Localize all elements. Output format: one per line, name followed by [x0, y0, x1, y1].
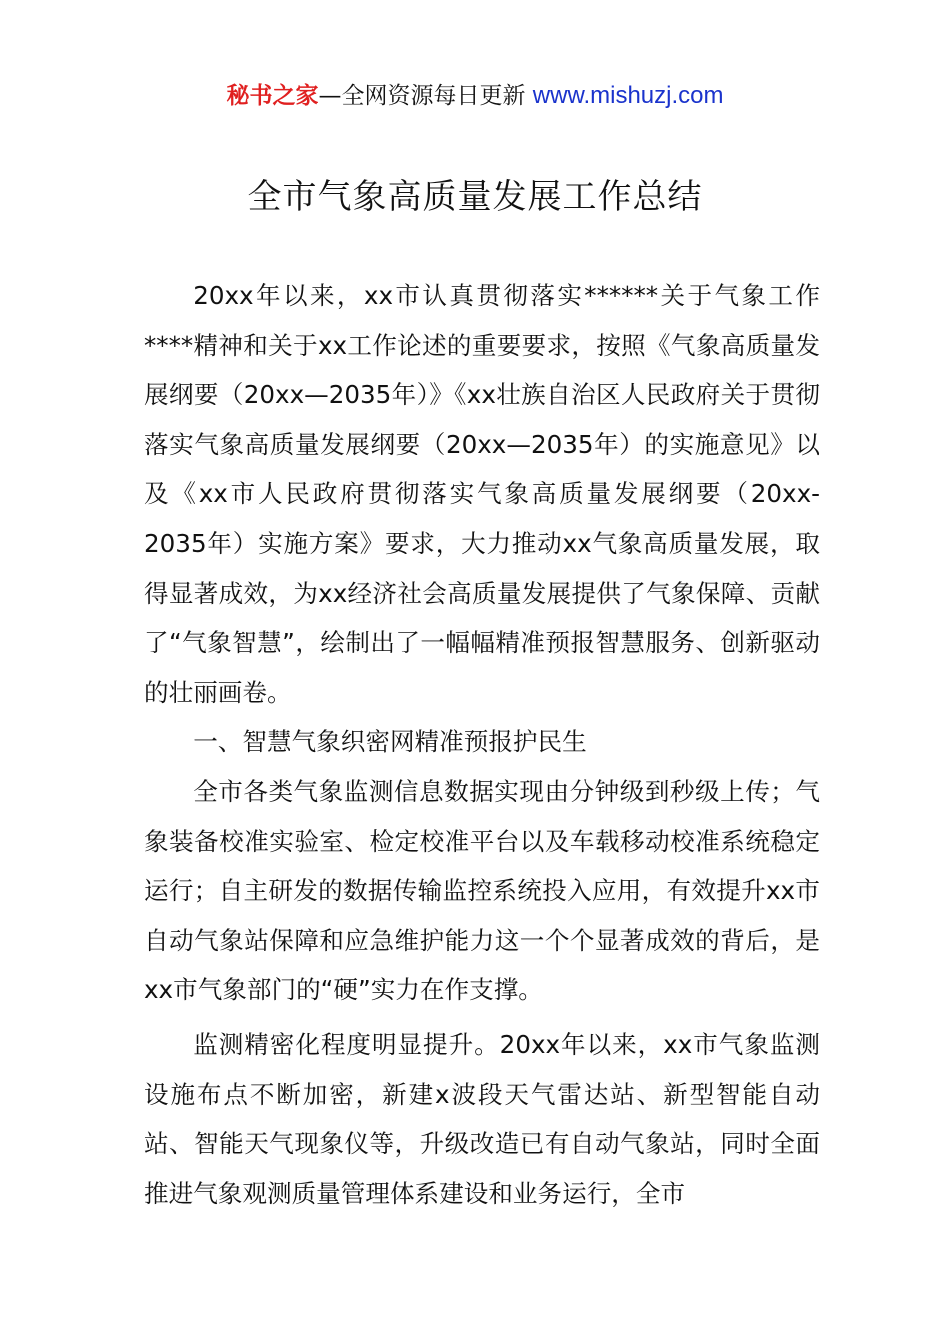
- body-paragraph: 监测精密化程度明显提升。20xx年以来，xx市气象监测设施布点不断加密，新建x波段天气雷达站、新型智能自动站、智能天气现象仪等，升级改造已有自动气象站，同时全面推进气象观测质量管理体系建设和业务运行，全市: [144, 1029, 820, 1208]
- site-header: [0, 80, 950, 112]
- document-title: 全市气象高质量发展工作总结: [247, 177, 703, 217]
- site-url-link[interactable]: www.mishuzj.com: [532, 82, 724, 109]
- section-heading-1: 一、智慧气象织密网精准预报护民生: [193, 727, 587, 757]
- body-paragraph: 全市各类气象监测信息数据实现由分钟级到秒级上传；气象装备校准实验室、检定校准平台以及车载移动校准系统稳定运行；自主研发的数据传输监控系统投入应用，有效提升xx市自动气象站保障和应急维护能力这一个个显著成效的背后，是xx市气象部门的“硬”实力在作支撑。: [144, 776, 820, 1005]
- site-tagline: —全网资源每日更新: [318, 83, 526, 109]
- intro-paragraph: 20xx年以来，xx市认真贯彻落实******关于气象工作****精神和关于xx工作论述的重要要求，按照《气象高质量发展纲要（20xx—2035年）》《xx壮族自治区人民政府关于贯彻落实气象高质量发展纲要（20xx—2035年）的实施意见》以及《xx市人民政府贯彻落实气象高质量发展纲要（20xx-2035年）实施方案》要求，大力推动xx气象高质量发展，取得显著成效，为xx经济社会高质量发展提供了气象保障、贡献了“气象智慧”，绘制出了一幅幅精准预报智慧服务、创新驱动的壮丽画卷。: [144, 281, 820, 707]
- document-body: [144, 271, 820, 1218]
- site-brand: 秘书之家: [226, 83, 319, 109]
